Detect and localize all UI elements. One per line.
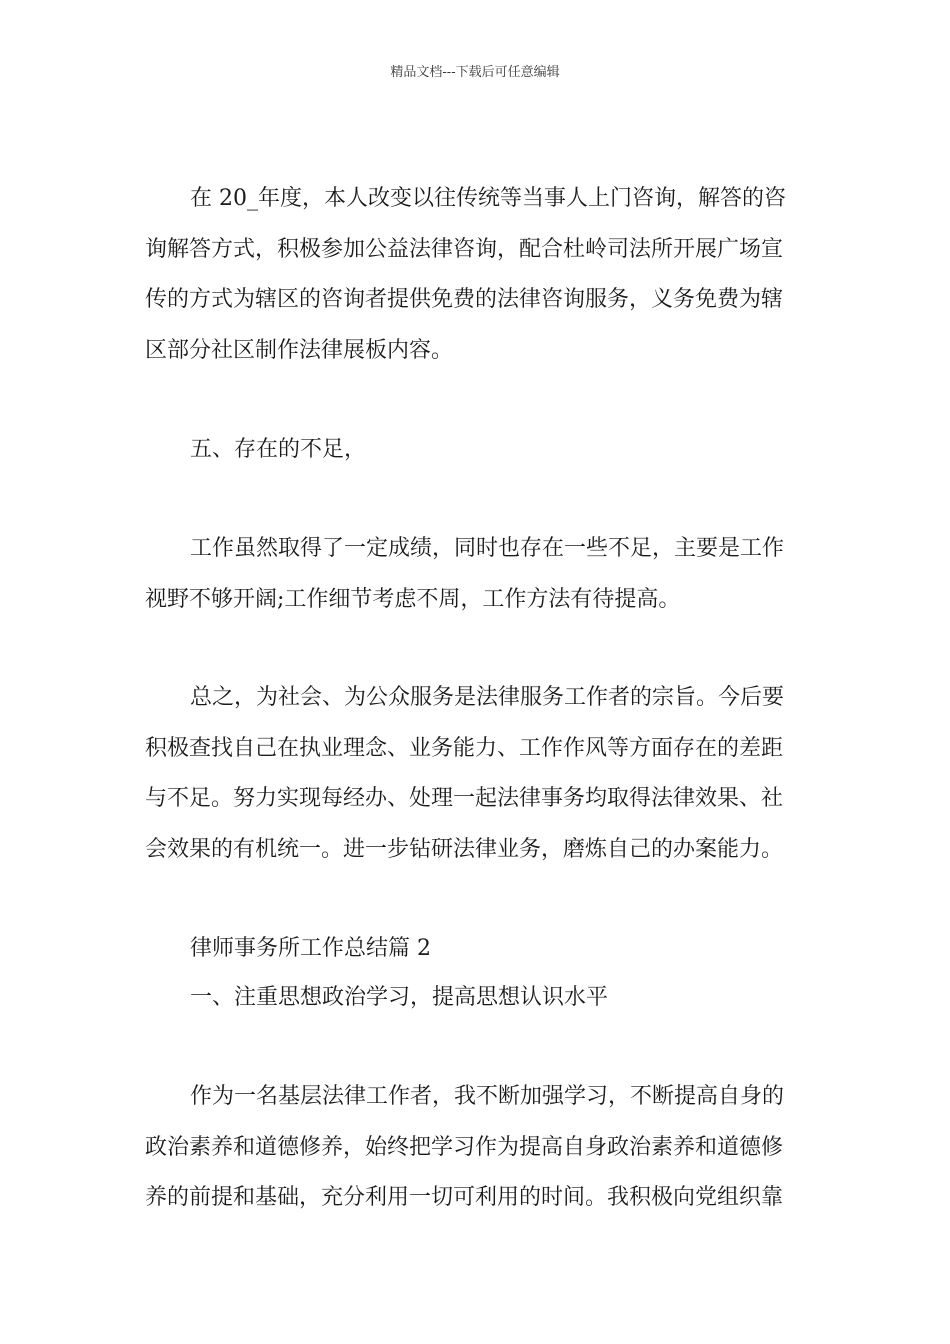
paragraph-line: 工作虽然取得了一定成绩，同时也存在一些不足，主要是工作: [190, 536, 785, 561]
section-title-line: 律师事务所工作总结篇 2: [190, 936, 431, 961]
paragraph-grassroots-worker: [145, 1072, 810, 1224]
heading-line: 五、存在的不足，: [190, 437, 367, 462]
subheading-line: 一、注重思想政治学习，提高思想认识水平: [190, 985, 609, 1010]
paragraph-line: 作为一名基层法律工作者，我不断加强学习，不断提高自身的: [190, 1084, 785, 1109]
section-title: [145, 924, 810, 975]
subheading-political-study: [145, 973, 810, 1024]
paragraph-line: 积极查找自己在执业理念、业务能力、工作作风等方面存在的差距: [145, 735, 784, 761]
paragraph-shortcomings: [145, 524, 810, 625]
paragraph-line: 与不足。努力实现每经办、处理一起法律事务均取得法律效果、社: [145, 786, 784, 811]
paragraph-line: 政治素养和道德修养，始终把学习作为提高自身政治素养和道德修: [145, 1134, 784, 1160]
paragraph-line: 视野不够开阔;工作细节考虑不周，工作方法有待提高。: [145, 586, 681, 612]
paragraph-line: 区部分社区制作法律展板内容。: [145, 337, 454, 363]
paragraph-annual-work: [145, 174, 810, 376]
paragraph-line: 总之，为社会、为公众服务是法律服务工作者的宗旨。今后要: [190, 685, 785, 710]
page-header: 精品文档---下载后可任意编辑: [390, 65, 560, 80]
paragraph-line: 养的前提和基础，充分利用一切可利用的时间。我积极向党组织靠: [145, 1185, 784, 1210]
paragraph-line: 会效果的有机统一。进一步钻研法律业务，磨炼自己的办案能力。: [145, 836, 784, 862]
paragraph-conclusion: [145, 673, 810, 875]
heading-shortcomings: [145, 425, 810, 476]
paragraph-line: 在 20_年度，本人改变以往传统等当事人上门咨询，解答的咨: [190, 186, 786, 211]
paragraph-line: 传的方式为辖区的咨询者提供免费的法律咨询服务，义务免费为辖: [145, 287, 784, 312]
paragraph-line: 询解答方式，积极参加公益法律咨询，配合杜岭司法所开展广场宣: [145, 236, 784, 262]
